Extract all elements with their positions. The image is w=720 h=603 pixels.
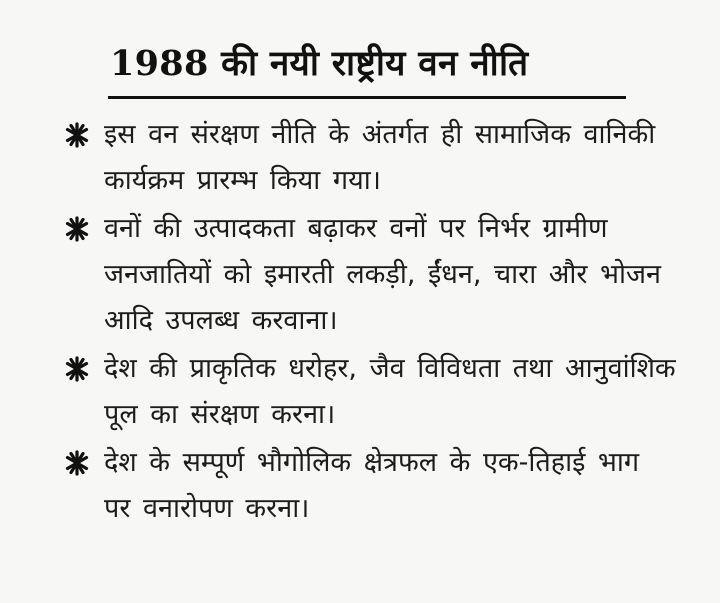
- asterisk-bullet-icon: [60, 206, 94, 252]
- page-title: 1988 की नयी राष्ट्रीय वन नीति: [110, 43, 529, 84]
- list-item-text: देश की प्राकृतिक धरोहर, जैव विविधता तथा आनुवांशिक पूल का संरक्षण करना।: [104, 353, 676, 430]
- asterisk-bullet-icon: [60, 346, 94, 392]
- title-underline: [108, 96, 626, 99]
- list-item: [56, 440, 676, 532]
- list-item: [56, 206, 676, 344]
- list-item-text: वनों की उत्पादकता बढ़ाकर वनों पर निर्भर ग्रामीण जनजातियों को इमारती लकड़ी, ईंधन, चारा और भोजन आदि उपलब्ध करवाना।: [104, 213, 662, 336]
- policy-points-list: [56, 112, 676, 534]
- asterisk-bullet-icon: [60, 112, 94, 158]
- list-item: [56, 346, 676, 438]
- list-item: [56, 112, 676, 204]
- asterisk-bullet-icon: [60, 440, 94, 486]
- list-item-text: इस वन संरक्षण नीति के अंतर्गत ही सामाजिक वानिकी कार्यक्रम प्रारम्भ किया गया।: [104, 119, 656, 196]
- list-item-text: देश के सम्पूर्ण भौगोलिक क्षेत्रफल के एक-तिहाई भाग पर वनारोपण करना।: [104, 447, 640, 524]
